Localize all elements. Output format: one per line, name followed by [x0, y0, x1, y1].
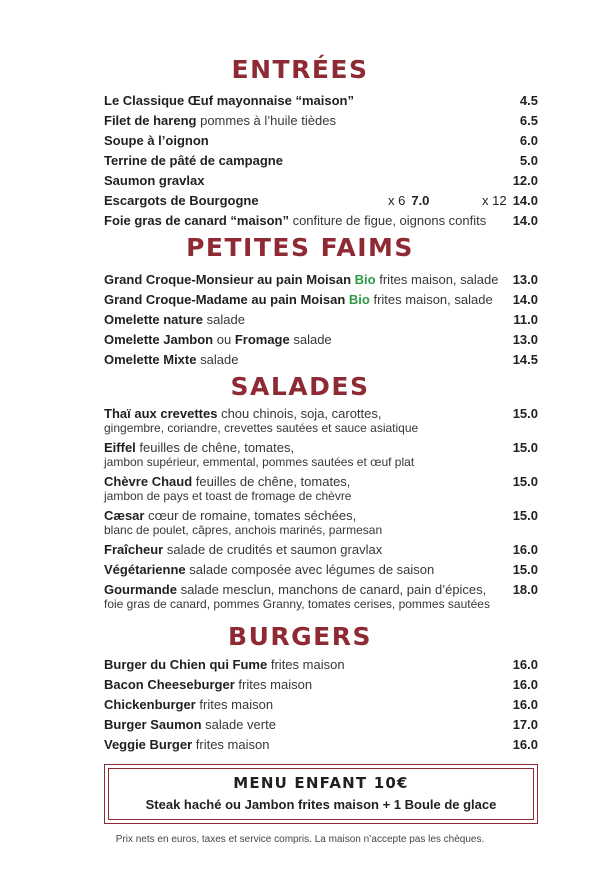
menu-item [104, 508, 538, 542]
menu-item [104, 132, 538, 152]
item-description: salade composée avec légumes de saison [189, 562, 435, 577]
item-price: 16.0 [512, 542, 538, 557]
menu-item [104, 582, 538, 616]
quantity-12-label: x 12 [482, 193, 507, 208]
menu-item [104, 92, 538, 112]
menu-item [104, 291, 538, 311]
menu-item [104, 212, 538, 232]
section-title-entrees: ENTRÉES [231, 55, 369, 84]
menu-item [104, 736, 538, 756]
item-price: 15.0 [512, 474, 538, 489]
item-price: 13.0 [512, 272, 538, 287]
item-name: Grand Croque-Monsieur au pain Moisan [104, 272, 352, 287]
item-name: Bacon Cheeseburger [104, 677, 235, 692]
item-price: 12.0 [512, 173, 538, 188]
item-price: 13.0 [512, 332, 538, 347]
quantity-6-price: 7.0 [411, 193, 430, 208]
item-description: feuilles de chêne, tomates, [195, 474, 351, 489]
item-price: 16.0 [512, 657, 538, 672]
item-name: Burger Saumon [104, 717, 202, 732]
menu-item [104, 351, 538, 371]
item-description-2: jambon de pays et toast de fromage de chèvre [104, 489, 352, 503]
item-name: Foie gras de canard “maison” [104, 213, 289, 228]
item-name: Terrine de pâté de campagne [104, 153, 283, 168]
section-title-salades: SALADES [230, 372, 370, 401]
menu-enfant-title: MENU ENFANT 10€ [233, 774, 409, 792]
item-description: cœur de romaine, tomates séchées, [148, 508, 357, 523]
menu-item [104, 716, 538, 736]
item-description: salade [293, 332, 332, 347]
item-description: salade [200, 352, 239, 367]
item-description: pommes à l’huile tièdes [200, 113, 336, 128]
item-price: 14.5 [512, 352, 538, 367]
item-name: Soupe à l’oignon [104, 133, 209, 148]
item-price: 15.0 [512, 508, 538, 523]
item-description: feuilles de chêne, tomates, [139, 440, 295, 455]
menu-item [104, 271, 538, 291]
bio-label: Bio [348, 292, 370, 307]
item-name: Chickenburger [104, 697, 196, 712]
item-price: 18.0 [512, 582, 538, 597]
section-title-petites-faims: PETITES FAIMS [186, 233, 414, 262]
item-name: Saumon gravlax [104, 173, 205, 188]
item-description: frites maison [238, 677, 313, 692]
item-name: Omelette nature [104, 312, 203, 327]
item-price: 11.0 [513, 312, 538, 327]
item-description: frites maison [195, 737, 270, 752]
item-description: chou chinois, soja, carottes, [221, 406, 382, 421]
section-title-burgers: BURGERS [228, 622, 372, 651]
item-description-2: blanc de poulet, câpres, anchois marinés, parmesan [104, 523, 383, 537]
item-name: Le Classique Œuf mayonnaise “maison” [104, 93, 354, 108]
item-description: salade de crudités et saumon gravlax [166, 542, 383, 557]
bio-label: Bio [354, 272, 376, 287]
menu-enfant-box [104, 764, 538, 824]
menu-item [104, 331, 538, 351]
item-name: Eiffel [104, 440, 136, 455]
item-description: salade mesclun, manchons de canard, pain d’épices, [180, 582, 487, 597]
quantity-6 [388, 192, 429, 210]
petites-faims-list [104, 271, 538, 371]
item-price: 5.0 [519, 153, 538, 168]
burgers-list [104, 656, 538, 756]
item-name: Omelette Mixte [104, 352, 197, 367]
item-name: Chèvre Chaud [104, 474, 193, 489]
menu-item [104, 562, 538, 582]
item-price: 16.0 [512, 677, 538, 692]
item-description-2: gingembre, coriandre, crevettes sautées et sauce asiatique [104, 421, 419, 435]
menu-item [104, 676, 538, 696]
menu-item [104, 406, 538, 440]
item-name: Végétarienne [104, 562, 186, 577]
item-price: 14.0 [512, 193, 538, 208]
item-description: frites maison, salade [379, 272, 499, 287]
item-name: Omelette Jambon [104, 332, 214, 347]
menu-enfant-description: Steak haché ou Jambon frites maison + 1 Boule de glace [145, 797, 497, 812]
item-joiner: ou [216, 332, 232, 347]
item-price: 17.0 [512, 717, 538, 732]
item-name: Filet de hareng [104, 113, 197, 128]
item-price: 14.0 [512, 213, 538, 228]
menu-item [104, 474, 538, 508]
item-description: confiture de figue, oignons confits [292, 213, 487, 228]
item-description: frites maison, salade [373, 292, 493, 307]
footer-note: Prix nets en euros, taxes et service compris. La maison n’accepte pas les chèques. [115, 834, 485, 845]
item-description: salade [206, 312, 245, 327]
item-name: Veggie Burger [104, 737, 193, 752]
item-name: Gourmande [104, 582, 177, 597]
menu-item [104, 656, 538, 676]
item-price: 6.5 [519, 113, 538, 128]
item-name: Burger du Chien qui Fume [104, 657, 268, 672]
menu-item [104, 440, 538, 474]
item-price: 15.0 [512, 440, 538, 455]
entrees-list [104, 92, 538, 232]
menu-item [104, 696, 538, 716]
salades-list [104, 406, 538, 616]
menu-item [104, 311, 538, 331]
item-price: 15.0 [512, 562, 538, 577]
item-description: frites maison [199, 697, 274, 712]
menu-item [104, 542, 538, 562]
item-price: 14.0 [512, 292, 538, 307]
item-name-2: Fromage [234, 332, 290, 347]
item-name: Cæsar [104, 508, 145, 523]
menu-item [104, 112, 538, 132]
item-price: 4.5 [519, 93, 538, 108]
item-price: 16.0 [512, 697, 538, 712]
menu-item [104, 152, 538, 172]
item-price: 15.0 [512, 406, 538, 421]
item-description-2: jambon supérieur, emmental, pommes sautées et œuf plat [104, 455, 415, 469]
quantity-6-label: x 6 [388, 193, 406, 208]
item-price: 6.0 [519, 133, 538, 148]
item-description-2: foie gras de canard, pommes Granny, tomates cerises, pommes sautées [104, 597, 490, 611]
item-price: 16.0 [512, 737, 538, 752]
item-description: salade verte [205, 717, 276, 732]
item-description: frites maison [270, 657, 345, 672]
item-name: Thaï aux crevettes [104, 406, 218, 421]
item-name: Fraîcheur [104, 542, 164, 557]
item-name: Escargots de Bourgogne [104, 193, 259, 208]
menu-item [104, 192, 538, 212]
menu-item [104, 172, 538, 192]
item-name: Grand Croque-Madame au pain Moisan [104, 292, 346, 307]
